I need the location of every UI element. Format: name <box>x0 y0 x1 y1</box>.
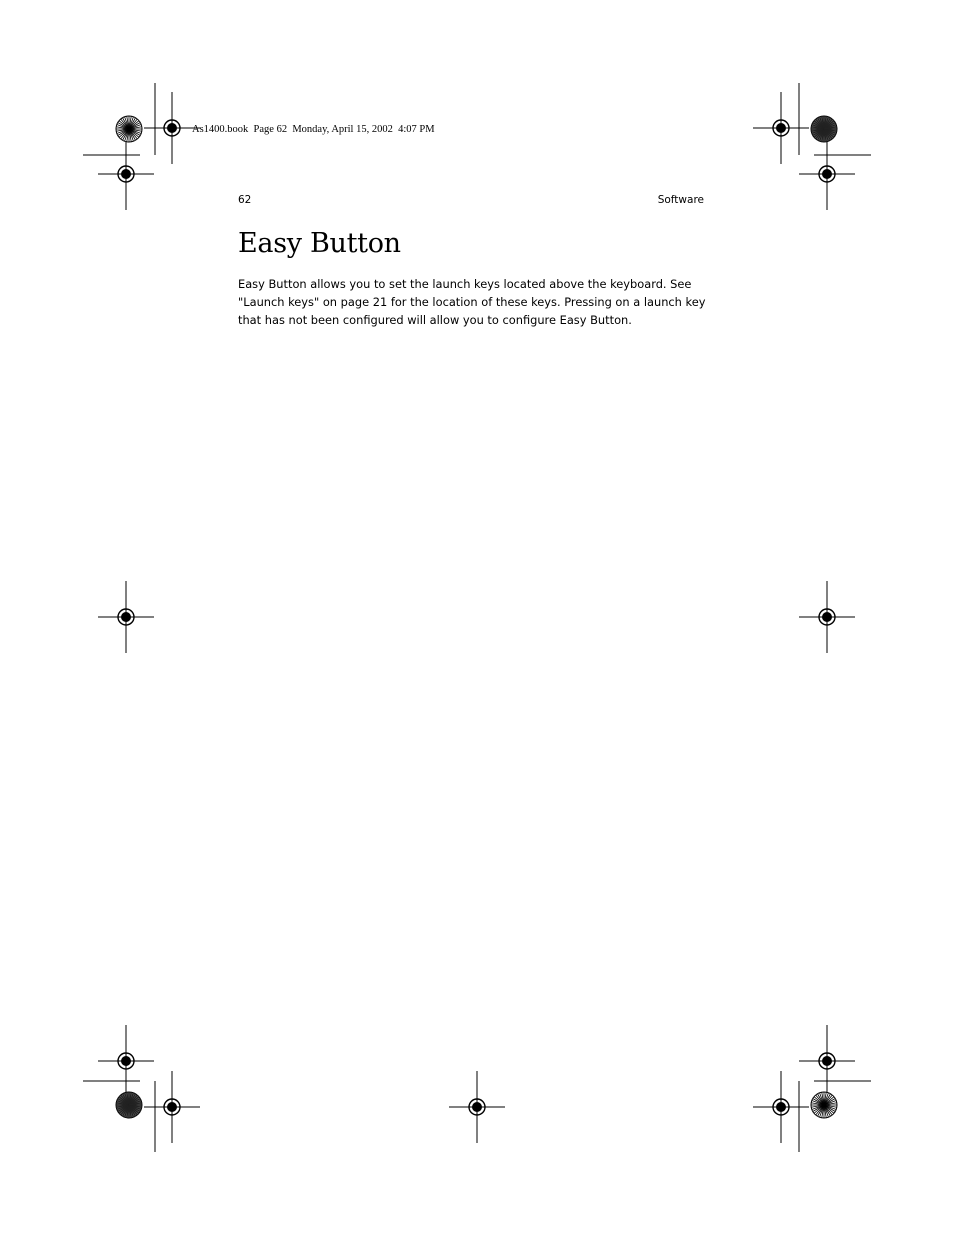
registration-mark-fill <box>477 1102 482 1107</box>
registration-mark-fill <box>822 169 827 174</box>
registration-mark-fill <box>121 169 126 174</box>
registration-mark-fill <box>126 1056 131 1061</box>
registration-mark-fill <box>827 169 832 174</box>
registration-mark-fill <box>776 1107 781 1112</box>
registration-mark-fill <box>781 1107 786 1112</box>
registration-mark-fill <box>121 612 126 617</box>
registration-mark-fill <box>126 174 131 179</box>
registration-mark-fill <box>167 1107 172 1112</box>
registration-mark-fill <box>126 1061 131 1066</box>
registration-mark-fill <box>822 1061 827 1066</box>
registration-mark-fill <box>121 1061 126 1066</box>
registration-mark-fill <box>827 1061 832 1066</box>
registration-mark-fill <box>126 617 131 622</box>
registration-mark-fill <box>776 128 781 133</box>
registration-mark-fill <box>827 1056 832 1061</box>
registration-mark-fill <box>827 174 832 179</box>
registration-mark-fill <box>822 612 827 617</box>
section-title: Easy Button <box>238 228 401 259</box>
print-slug-line: As1400.book Page 62 Monday, April 15, 2002 4:07 PM <box>192 124 435 135</box>
registration-mark-fill <box>126 169 131 174</box>
registration-mark-fill <box>781 128 786 133</box>
registration-mark-fill <box>827 617 832 622</box>
registration-mark-fill <box>776 1102 781 1107</box>
running-head: Software <box>657 194 704 206</box>
registration-mark-fill <box>172 1107 177 1112</box>
registration-mark-fill <box>167 128 172 133</box>
registration-mark-fill <box>822 617 827 622</box>
registration-mark-fill <box>822 1056 827 1061</box>
registration-mark-fill <box>121 617 126 622</box>
registration-mark-fill <box>472 1102 477 1107</box>
registration-mark-fill <box>472 1107 477 1112</box>
registration-mark-fill <box>167 123 172 128</box>
registration-mark-fill <box>822 174 827 179</box>
registration-mark-fill <box>172 128 177 133</box>
registration-mark-fill <box>477 1107 482 1112</box>
registration-mark-fill <box>776 123 781 128</box>
registration-mark-fill <box>781 1102 786 1107</box>
registration-mark-fill <box>126 612 131 617</box>
registration-mark-fill <box>172 1102 177 1107</box>
registration-mark-fill <box>121 1056 126 1061</box>
registration-mark-fill <box>172 123 177 128</box>
registration-mark-fill <box>781 123 786 128</box>
page-number: 62 <box>238 194 252 206</box>
registration-mark-fill <box>121 174 126 179</box>
registration-mark-fill <box>167 1102 172 1107</box>
section-body: Easy Button allows you to set the launch keys located above the keyboard. See "Launch keys" on page 21 for the location of these keys. Pressing on a launch key that has not been configured will allow you to configure Easy Button. <box>238 277 706 327</box>
registration-mark-fill <box>827 612 832 617</box>
